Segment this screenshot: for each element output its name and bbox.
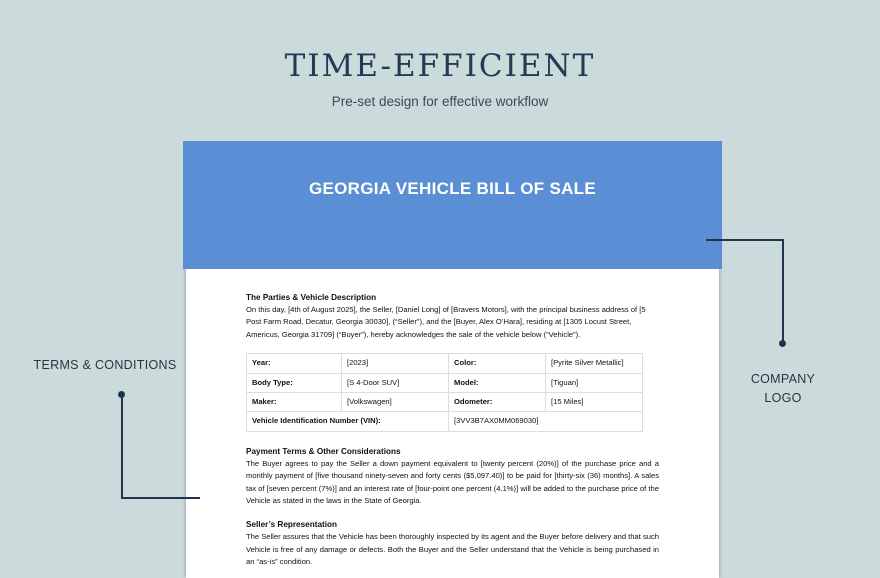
banner-title: TIME-EFFICIENT <box>284 48 596 84</box>
section-body: On this day, [4th of August 2025], the Seller, [Daniel Long] of [Bravers Motors], with the principal business address of [5 Post Farm Road, Decatur, Georgia 30030], (“Seller”), and the [Buyer, Alex O’Hara], residing at [1305 Locust Street, Americus, Georgia 31709] (“Buyer”), hereby acknowledges the sale of the vehicle below (“Vehicle”). <box>246 305 646 339</box>
document-title: GEORGIA VEHICLE BILL OF SALE <box>308 179 597 198</box>
table-cell: Odometer: <box>449 393 546 412</box>
table-cell: [Pyrite Silver Metallic] <box>546 354 643 373</box>
table-cell: Model: <box>449 373 546 392</box>
callout-line <box>706 239 783 241</box>
callout-line <box>121 394 123 498</box>
document-header <box>183 141 722 269</box>
section-heading: The Parties & Vehicle Description <box>246 293 377 302</box>
section-heading: Seller’s Representation <box>246 520 338 530</box>
vehicle-table <box>246 353 643 432</box>
document-content <box>246 292 659 569</box>
company-logo-label <box>735 370 831 408</box>
section-body: The Buyer agrees to pay the Seller a down payment equivalent to [twenty percent (20%)] of the purchase price and a monthly payment of [five thousand ninety-seven and forty cents ($5,097.40)] to be paid for [thirty-six (36) months]. A sales tax of [seven percent (7%)] and an interest rate of [four-point one percent (4.1%)] will be added to the purchase price of the Vehicle as stated in the laws in the State of Georgia. <box>246 458 659 506</box>
table-cell: [Volkswagen] <box>342 393 449 412</box>
table-cell: [3VV3B7AX0MM069030] <box>449 412 643 431</box>
table-row <box>247 354 643 373</box>
callout-dot <box>779 340 786 347</box>
section-heading: Payment Terms & Other Considerations <box>246 446 401 456</box>
document-page <box>186 268 719 578</box>
table-cell: [Tiguan] <box>546 373 643 392</box>
label-line: COMPANY <box>750 372 816 386</box>
table-cell: Year: <box>247 354 342 373</box>
table-cell: Vehicle Identification Number (VIN): <box>247 412 449 431</box>
callout-line <box>782 239 784 343</box>
table-cell: Color: <box>449 354 546 373</box>
table-row <box>247 393 643 412</box>
banner-subtitle: Pre-set design for effective workflow <box>331 94 549 109</box>
label-line: LOGO <box>764 391 802 405</box>
callout-line <box>121 497 200 499</box>
table-cell: Maker: <box>247 393 342 412</box>
table-cell: [2023] <box>342 354 449 373</box>
table-cell: Body Type: <box>247 373 342 392</box>
table-row <box>247 373 643 392</box>
table-row <box>247 412 643 431</box>
table-cell: [15 Miles] <box>546 393 643 412</box>
terms-label: TERMS & CONDITIONS <box>33 358 177 372</box>
table-cell: [S 4-Door SUV] <box>342 373 449 392</box>
section-body: The Seller assures that the Vehicle has been thoroughly inspected by its agent and the Buyer before delivery and that such Vehicle is free of any damage or defects. Both the Buyer and the Seller understand that the Vehicle is being purchased in an “as-is” condition. <box>246 532 659 567</box>
